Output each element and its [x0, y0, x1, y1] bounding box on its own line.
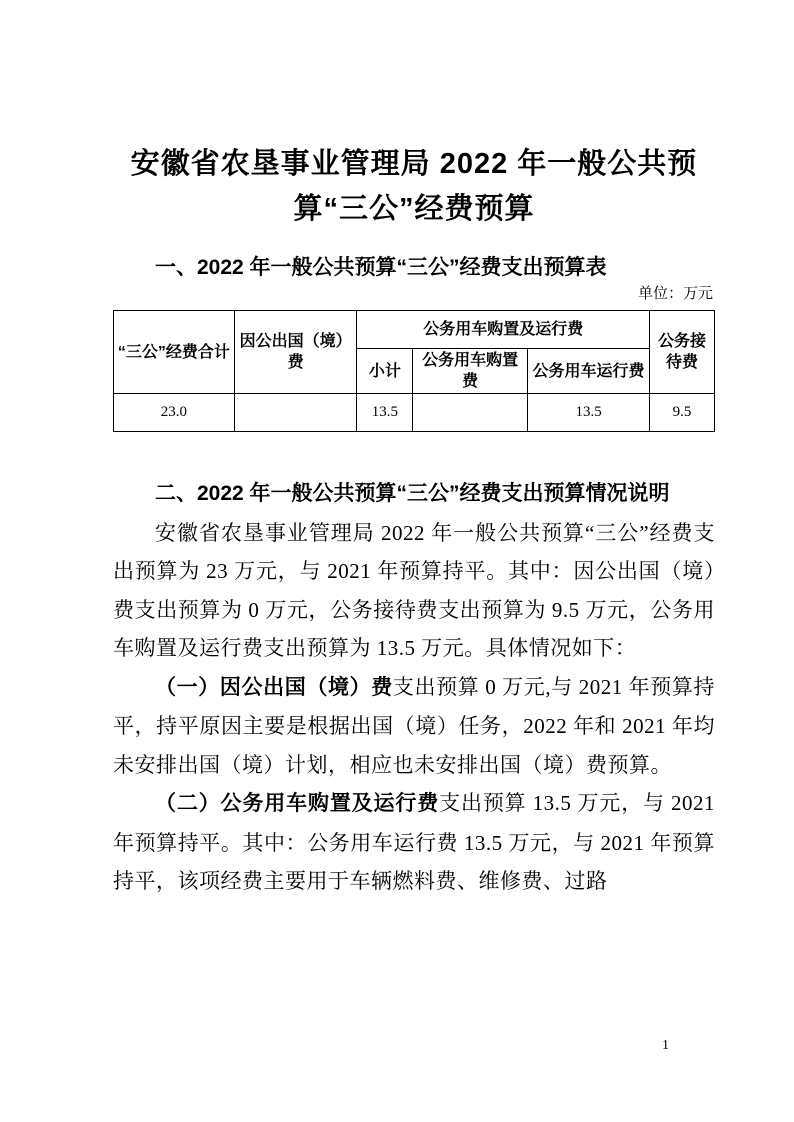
paragraph-vehicle-expense — [113, 784, 715, 901]
paragraph-abroad-lead: （一）因公出国（境）费 — [155, 675, 393, 699]
document-title — [113, 142, 715, 232]
table-cell-total: 23.0 — [114, 394, 235, 432]
section-1-heading: 一、2022 年一般公共预算“三公”经费支出预算表 — [155, 256, 607, 279]
table-unit-label: 单位：万元 — [637, 286, 713, 302]
three-public-budget-table — [113, 310, 715, 432]
table-header-vehicle-subtotal: 小计 — [357, 349, 413, 394]
section-2-heading: 二、2022 年一般公共预算“三公”经费支出预算情况说明 — [155, 482, 670, 505]
paragraph-abroad-text: 支出预算 0 万元,与 2021 年预算持平，持平原因主要是根据出国（境）任务，2022 年和 2021 年均未安排出国（境）计划，相应也未安排出国（境）费预算。 — [113, 674, 715, 777]
page-number: 1 — [662, 1038, 669, 1053]
table-cell-vehicle-operation: 13.5 — [528, 394, 650, 432]
paragraph-abroad-expense — [113, 668, 715, 785]
table-header-reception: 公务接待费 — [650, 311, 715, 394]
paragraph-vehicle-lead: （二）公务用车购置及运行费 — [155, 792, 440, 815]
table-row — [114, 394, 715, 432]
table-cell-vehicle-purchase — [413, 394, 528, 432]
table-cell-vehicle-subtotal: 13.5 — [357, 394, 413, 432]
table-header-abroad: 因公出国（境）费 — [234, 311, 357, 394]
table-header-total: “三公”经费合计 — [114, 311, 235, 394]
table-cell-reception: 9.5 — [650, 394, 715, 432]
table-cell-abroad — [234, 394, 357, 432]
document-title-line1: 安徽省农垦事业管理局 2022 年一般公共预 — [130, 148, 698, 180]
paragraph-overview-text: 安徽省农垦事业管理局 2022 年一般公共预算“三公”经费支出预算为 23 万元，与 2021 年预算持平。其中：因公出国（境）费支出预算为 0 万元，公务接待费支出预算为 9.5 万元，公务用车购置及运行费支出预算为 13.5 万元。具体情况如下： — [113, 520, 715, 660]
document-title-line2: 算“三公”经费预算 — [293, 193, 535, 225]
paragraph-vehicle-text: 支出预算 13.5 万元，与 2021 年预算持平。其中：公务用车运行费 13.5 万元，与 2021 年预算持平，该项经费主要用于车辆燃料费、维修费、过路 — [113, 791, 716, 893]
table-header-vehicle-operation: 公务用车运行费 — [528, 349, 650, 394]
table-header-vehicle-purchase: 公务用车购置费 — [413, 349, 528, 394]
table-header-vehicle-group: 公务用车购置及运行费 — [357, 311, 650, 349]
paragraph-overview — [113, 514, 715, 668]
